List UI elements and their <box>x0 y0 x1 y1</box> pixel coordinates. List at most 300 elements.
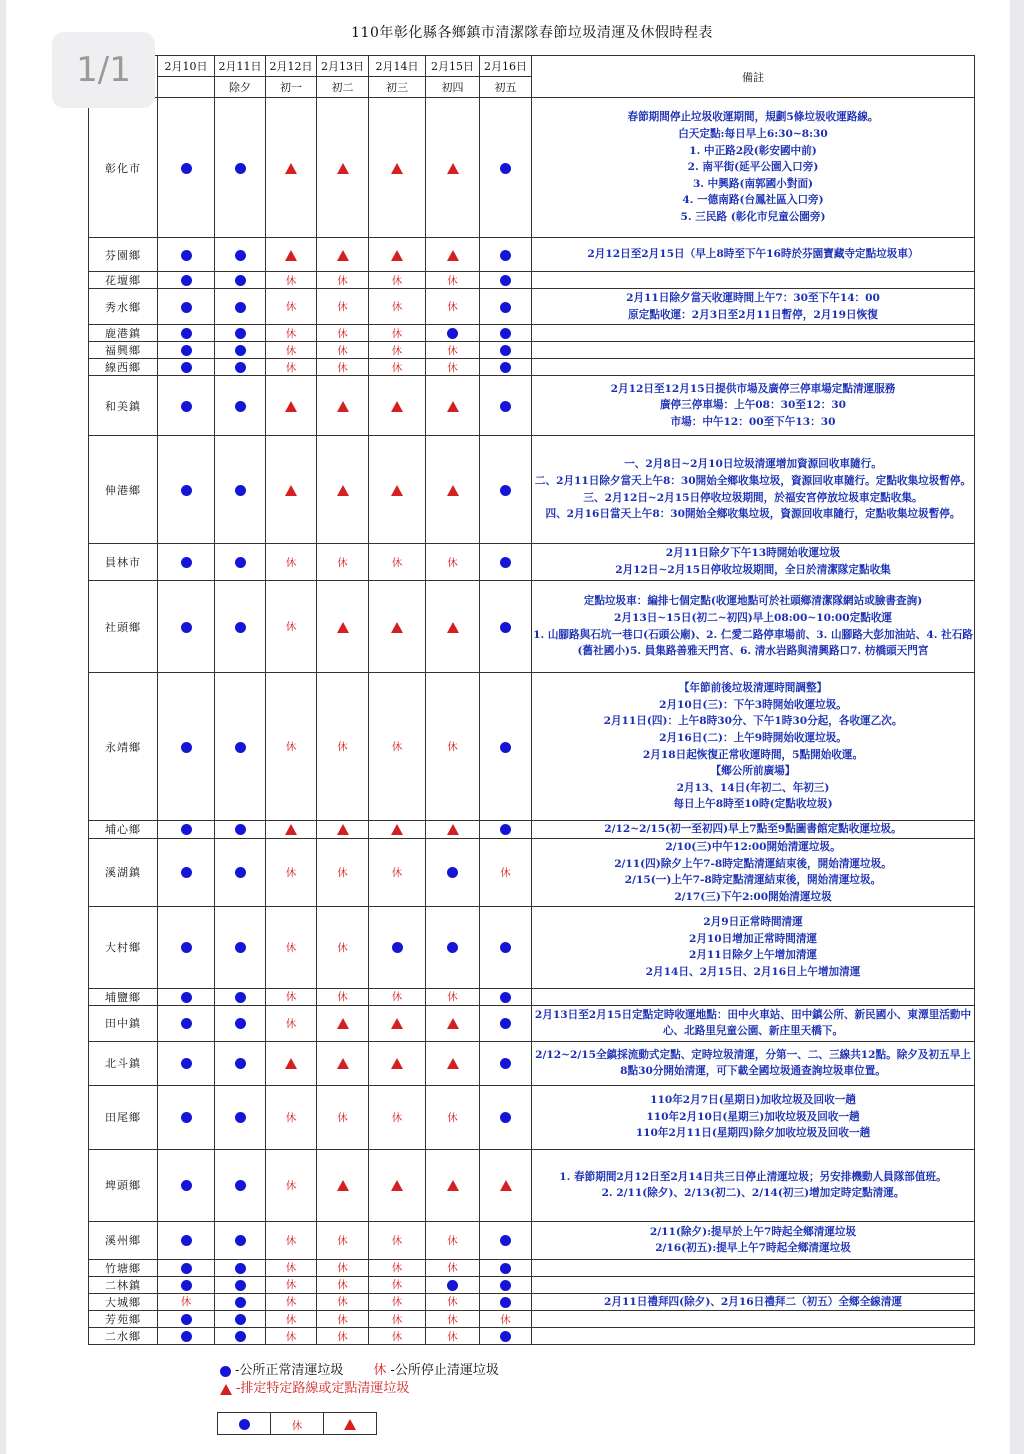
triangle-icon <box>337 401 349 412</box>
status-cell <box>369 238 426 272</box>
status-cell <box>215 1041 266 1085</box>
remarks-cell <box>532 1311 975 1328</box>
remark-line: 2月12日至12月15日提供市場及廣停三停車場定點清運服務 <box>610 382 896 395</box>
remark-line: 2. 2/11(除夕)、2/13(初二)、2/14(初三)增加定時定點清運。 <box>601 1187 905 1200</box>
table-row <box>89 821 975 839</box>
remark-line: 市場：中午12：00至下午13：30 <box>670 415 836 428</box>
dot-icon <box>181 1263 192 1274</box>
dot-icon <box>500 1018 511 1029</box>
table-row <box>89 1149 975 1221</box>
status-cell <box>266 581 317 673</box>
status-cell <box>266 359 317 376</box>
status-cell <box>215 581 266 673</box>
rest-symbol: 休 <box>337 1296 348 1309</box>
date-header: 2月15日 <box>426 56 480 77</box>
day-label: 初二 <box>317 77 369 98</box>
status-cell <box>317 673 369 821</box>
dot-icon <box>181 867 192 878</box>
status-cell <box>369 1085 426 1149</box>
status-cell <box>317 289 369 325</box>
remark-line: 2月13日~15日(初二~初四)早上08:00~10:00定點收運 <box>613 611 893 624</box>
dot-icon <box>235 867 246 878</box>
status-cell <box>369 289 426 325</box>
rest-symbol: 休 <box>285 1111 297 1124</box>
town-name: 田中鎮 <box>89 1005 158 1041</box>
status-cell <box>158 376 215 436</box>
table-row <box>89 1276 975 1293</box>
town-name: 埔心鄉 <box>89 821 158 839</box>
table-row <box>89 544 975 581</box>
rest-symbol: 休 <box>285 274 297 287</box>
rest-symbol: 休 <box>291 1420 303 1432</box>
status-cell <box>480 1041 532 1085</box>
dot-icon <box>181 942 192 953</box>
triangle-icon <box>447 1018 459 1029</box>
rest-symbol: 休 <box>391 301 403 313</box>
left-frame-edge <box>0 0 6 1454</box>
triangle-icon <box>285 824 297 835</box>
dot-icon <box>235 942 246 953</box>
remark-line: 5. 三民路 (彰化市兒童公園旁) <box>680 210 826 223</box>
rest-symbol: 休 <box>285 991 297 1004</box>
dot-icon <box>500 742 511 753</box>
dot-icon <box>181 1058 192 1069</box>
triangle-icon <box>285 1058 297 1069</box>
status-cell <box>426 342 480 359</box>
status-cell <box>266 376 317 436</box>
rest-symbol: 休 <box>285 941 297 954</box>
remark-line: 白天定點:每日早上6:30~8:30 <box>678 128 828 141</box>
status-cell <box>480 1221 532 1259</box>
remarks-cell <box>532 325 975 342</box>
legend-sample-box <box>217 1412 377 1435</box>
status-cell <box>369 581 426 673</box>
rest-symbol: 休 <box>391 866 403 879</box>
status-cell <box>158 1149 215 1221</box>
status-cell <box>426 359 480 376</box>
status-cell <box>480 376 532 436</box>
schedule-body <box>89 98 975 1345</box>
dot-icon <box>500 824 511 835</box>
status-cell <box>215 436 266 544</box>
dot-icon <box>500 622 511 633</box>
status-cell <box>215 906 266 988</box>
triangle-icon <box>337 250 349 261</box>
rest-symbol: 休 <box>391 327 403 340</box>
dot-icon <box>392 942 403 953</box>
status-cell <box>317 1328 369 1345</box>
status-cell <box>426 1311 480 1328</box>
town-name: 芳苑鄉 <box>89 1311 158 1328</box>
status-cell <box>215 98 266 238</box>
remark-line: 110年2月7日(星期日)加收垃圾及回收一趟 <box>650 1094 856 1107</box>
rest-symbol: 休 <box>285 361 297 374</box>
triangle-icon <box>337 485 349 496</box>
document-title: 110年彰化縣各鄉鎮市清潔隊春節垃圾清運及休假時程表 <box>351 25 713 41</box>
table-row <box>89 581 975 673</box>
status-cell <box>215 838 266 906</box>
triangle-icon <box>285 250 297 261</box>
triangle-icon <box>391 1180 403 1191</box>
legend-sample-rest <box>271 1413 324 1435</box>
dot-icon <box>239 1419 250 1430</box>
rest-symbol: 休 <box>391 556 403 569</box>
town-name: 和美鎮 <box>89 376 158 436</box>
status-cell <box>158 544 215 581</box>
status-cell <box>266 544 317 581</box>
triangle-icon <box>391 824 403 835</box>
status-cell <box>426 1085 480 1149</box>
status-cell <box>158 289 215 325</box>
rest-symbol: 休 <box>447 274 458 287</box>
rest-symbol: 休 <box>447 1313 458 1326</box>
status-cell <box>426 821 480 839</box>
remark-line: 2/11(除夕):提早於上午7時起全鄉清運垃圾 <box>649 1225 857 1238</box>
remark-line: 2/10(三)中午12:00開始清運垃圾。 <box>665 840 841 853</box>
remark-line: 2/11(四)除夕上午7-8時定點清運結束後，開始清運垃圾。 <box>614 857 892 870</box>
dot-icon <box>181 1112 192 1123</box>
rest-symbol: 休 <box>337 866 348 879</box>
rest-symbol: 休 <box>447 1234 458 1247</box>
status-cell <box>158 272 215 289</box>
rest-symbol: 休 <box>337 1111 348 1124</box>
status-cell <box>158 238 215 272</box>
remark-line: 2月13日至2月15日定點定時收運地點：田中火車站、田中鎮公所、新民國小、東潭里活動中心、北路里兒童公園、新庄里天橋下。 <box>534 1008 972 1038</box>
status-cell <box>426 988 480 1005</box>
status-cell <box>369 1041 426 1085</box>
remarks-cell <box>532 544 975 581</box>
status-cell <box>317 1293 369 1311</box>
dot-icon <box>181 1314 192 1325</box>
town-name: 大城鄉 <box>89 1293 158 1311</box>
dot-icon <box>181 345 192 356</box>
status-cell <box>480 289 532 325</box>
town-name: 二林鎮 <box>89 1276 158 1293</box>
remark-line: 110年2月11日(星期四)除夕加收垃圾及回收一趟 <box>635 1127 871 1140</box>
status-cell <box>317 1149 369 1221</box>
status-cell <box>215 325 266 342</box>
table-row <box>89 342 975 359</box>
rest-symbol: 休 <box>500 866 511 879</box>
dot-icon <box>447 867 458 878</box>
dot-icon <box>447 942 458 953</box>
status-cell <box>158 342 215 359</box>
dot-icon <box>500 250 511 261</box>
day-label: 初四 <box>426 77 480 98</box>
triangle-icon <box>344 1419 356 1430</box>
status-cell <box>215 1259 266 1276</box>
remarks-cell <box>532 838 975 906</box>
rest-symbol: 休 <box>337 361 348 374</box>
rest-symbol: 休 <box>391 991 403 1004</box>
remarks-cell <box>532 1005 975 1041</box>
rest-symbol: 休 <box>180 1296 192 1309</box>
dot-icon <box>181 275 192 286</box>
status-cell <box>426 1293 480 1311</box>
dot-icon <box>235 163 246 174</box>
right-frame-edge <box>1010 0 1024 1454</box>
town-name: 員林市 <box>89 544 158 581</box>
status-cell <box>480 98 532 238</box>
dot-icon <box>500 942 511 953</box>
legend-sample-dot <box>218 1413 271 1435</box>
status-cell <box>369 1149 426 1221</box>
status-cell <box>158 1005 215 1041</box>
status-cell <box>317 325 369 342</box>
dot-icon <box>500 1331 511 1342</box>
status-cell <box>426 1259 480 1276</box>
dot-icon <box>235 275 246 286</box>
status-cell <box>215 1311 266 1328</box>
status-cell <box>426 581 480 673</box>
status-cell <box>158 838 215 906</box>
status-cell <box>317 238 369 272</box>
town-name: 溪湖鎮 <box>89 838 158 906</box>
rest-symbol: 休 <box>447 301 458 313</box>
status-cell <box>426 272 480 289</box>
remarks-cell <box>532 376 975 436</box>
legend-dot-text: -公所正常清運垃圾 <box>235 1363 344 1378</box>
table-row <box>89 1041 975 1085</box>
dot-icon <box>500 345 511 356</box>
table-row <box>89 436 975 544</box>
rest-symbol: 休 <box>447 741 458 753</box>
remark-line: 3. 中興路(南郭國小對面) <box>692 177 814 190</box>
rest-symbol: 休 <box>337 1262 348 1275</box>
status-cell <box>215 988 266 1005</box>
triangle-icon <box>337 163 349 174</box>
remark-line: 2月12日至2月15日（早上8時至下午16時於芬園寶藏寺定點垃圾車） <box>587 248 919 261</box>
rest-symbol: 休 <box>285 1017 297 1030</box>
rest-symbol: 休 <box>337 991 348 1004</box>
status-cell <box>215 1293 266 1311</box>
status-cell <box>158 988 215 1005</box>
dot-icon <box>235 1263 246 1274</box>
remark-line: 2/16(初五):提早上午7時起全鄉清運垃圾 <box>655 1242 851 1255</box>
status-cell <box>266 325 317 342</box>
remarks-cell <box>532 1276 975 1293</box>
rest-symbol: 休 <box>285 1234 297 1247</box>
triangle-icon <box>391 401 403 412</box>
town-name: 伸港鄉 <box>89 436 158 544</box>
rest-symbol: 休 <box>391 361 403 374</box>
dot-icon <box>235 992 246 1003</box>
remarks-cell <box>532 98 975 238</box>
rest-symbol: 休 <box>285 344 297 357</box>
status-cell <box>480 1311 532 1328</box>
rest-symbol: 休 <box>285 1179 297 1192</box>
status-cell <box>266 1293 317 1311</box>
status-cell <box>426 98 480 238</box>
dot-icon <box>181 362 192 373</box>
status-cell <box>215 238 266 272</box>
status-cell <box>266 1041 317 1085</box>
dot-icon <box>500 557 511 568</box>
status-cell <box>317 376 369 436</box>
rest-symbol: 休 <box>285 621 297 633</box>
triangle-icon <box>391 163 403 174</box>
legend-rest-symbol: 休 <box>373 1363 387 1378</box>
status-cell <box>369 673 426 821</box>
rest-symbol: 休 <box>391 1279 403 1292</box>
status-cell <box>480 821 532 839</box>
dot-icon <box>500 1112 511 1123</box>
rest-symbol: 休 <box>337 941 348 954</box>
day-label: 初五 <box>480 77 532 98</box>
remarks-cell <box>532 1041 975 1085</box>
table-row <box>89 988 975 1005</box>
town-name: 鹿港鎮 <box>89 325 158 342</box>
status-cell <box>266 98 317 238</box>
table-row <box>89 1259 975 1276</box>
triangle-icon <box>391 485 403 496</box>
remark-line: 110年2月10日(星期三)加收垃圾及回收一趟 <box>646 1110 860 1123</box>
town-name: 社頭鄉 <box>89 581 158 673</box>
table-row <box>89 289 975 325</box>
status-cell <box>426 544 480 581</box>
dot-icon <box>500 1297 511 1308</box>
remark-line: 定點垃圾車：編排七個定點(收運地點可於社頭鄉清潔隊網站或臉書查詢) <box>583 595 923 608</box>
triangle-icon <box>391 622 403 633</box>
status-cell <box>266 673 317 821</box>
status-cell <box>215 1085 266 1149</box>
dot-icon <box>181 250 192 261</box>
rest-symbol: 休 <box>447 1262 458 1275</box>
status-cell <box>215 1005 266 1041</box>
dot-icon <box>500 1058 511 1069</box>
remark-line: 1. 中正路2段(彰安國中前) <box>689 144 817 157</box>
status-cell <box>480 272 532 289</box>
status-cell <box>426 238 480 272</box>
status-cell <box>369 544 426 581</box>
remark-line: 春節期間停止垃圾收運期間，規劃5條垃圾收運路線。 <box>627 111 879 124</box>
day-label <box>158 77 215 98</box>
status-cell <box>426 1276 480 1293</box>
status-cell <box>317 1259 369 1276</box>
status-cell <box>317 821 369 839</box>
status-cell <box>266 1149 317 1221</box>
status-cell <box>215 342 266 359</box>
status-cell <box>266 436 317 544</box>
status-cell <box>317 1311 369 1328</box>
remark-line: 2月16日(二)：上午9時開始收運垃圾。 <box>659 731 847 744</box>
status-cell <box>369 272 426 289</box>
status-cell <box>426 673 480 821</box>
remark-line: 2/17(三)下午2:00開始清運垃圾 <box>674 890 832 903</box>
table-row <box>89 359 975 376</box>
status-cell <box>317 359 369 376</box>
status-cell <box>158 98 215 238</box>
remarks-cell <box>532 1085 975 1149</box>
date-header: 2月14日 <box>369 56 426 77</box>
status-cell <box>480 906 532 988</box>
dot-icon <box>500 275 511 286</box>
page-indicator: 1/1 <box>52 32 155 108</box>
dot-icon <box>500 163 511 174</box>
town-name: 田尾鄉 <box>89 1085 158 1149</box>
table-row <box>89 238 975 272</box>
status-cell <box>369 1221 426 1259</box>
remark-line: 2月11日除夕上午增加清運 <box>688 949 818 962</box>
remark-line: 1. 春節期間2月12日至2月14日共三日停止清運垃圾；另安排機動人員隊部值班。 <box>559 1170 947 1183</box>
triangle-icon <box>391 1018 403 1029</box>
remarks-cell <box>532 1293 975 1311</box>
town-name: 花壇鄉 <box>89 272 158 289</box>
status-cell <box>215 673 266 821</box>
status-cell <box>215 1149 266 1221</box>
dot-icon <box>235 1112 246 1123</box>
dot-icon <box>181 1235 192 1246</box>
table-row <box>89 1293 975 1311</box>
rest-symbol: 休 <box>391 344 403 357</box>
status-cell <box>317 838 369 906</box>
table-row <box>89 1005 975 1041</box>
town-name: 彰化市 <box>89 98 158 238</box>
status-cell <box>266 238 317 272</box>
status-cell <box>369 376 426 436</box>
status-cell <box>317 988 369 1005</box>
table-row <box>89 272 975 289</box>
remark-line: 2/12~2/15(初一至初四)早上7點至9點圖書館定點收運垃圾。 <box>604 823 902 835</box>
status-cell <box>480 325 532 342</box>
date-header: 2月12日 <box>266 56 317 77</box>
status-cell <box>266 1276 317 1293</box>
table-row <box>89 376 975 436</box>
triangle-icon <box>447 401 459 412</box>
triangle-icon <box>447 824 459 835</box>
remark-line: 2月13、14日(年初二、年初三) <box>676 781 830 794</box>
remarks-cell <box>532 289 975 325</box>
remark-line: 2月11日禮拜四(除夕)、2月16日禮拜二（初五）全鄉全線清運 <box>604 1295 902 1308</box>
rest-symbol: 休 <box>391 1330 403 1343</box>
status-cell <box>369 1005 426 1041</box>
remarks-cell <box>532 1149 975 1221</box>
status-cell <box>369 1259 426 1276</box>
dot-icon <box>181 824 192 835</box>
dot-icon <box>235 485 246 496</box>
town-name: 秀水鄉 <box>89 289 158 325</box>
remark-line: 【鄉公所前廣場】 <box>710 765 796 778</box>
dot-icon <box>235 302 246 313</box>
remark-line: 2月10日(三)：下午3時開始收運垃圾。 <box>659 698 847 711</box>
status-cell <box>266 272 317 289</box>
dot-icon <box>235 1018 246 1029</box>
dot-icon <box>235 1180 246 1191</box>
status-cell <box>317 272 369 289</box>
status-cell <box>266 1259 317 1276</box>
status-cell <box>369 838 426 906</box>
date-header: 2月11日 <box>215 56 266 77</box>
status-cell <box>158 673 215 821</box>
triangle-icon <box>337 1180 349 1191</box>
remark-line: 2月11日(四)：上午8時30分、下午1時30分起，各收運乙次。 <box>603 715 903 728</box>
status-cell <box>426 436 480 544</box>
remark-line: 2月14日、2月15日、2月16日上午增加清運 <box>645 965 861 978</box>
dot-icon <box>500 302 511 313</box>
status-cell <box>480 1276 532 1293</box>
rest-symbol: 休 <box>447 1330 458 1343</box>
dot-icon <box>500 1263 511 1274</box>
town-name: 溪州鄉 <box>89 1221 158 1259</box>
remarks-cell <box>532 1328 975 1345</box>
remark-line: 2/15(一)上午7-8時定點清運結束後，開始清運垃圾。 <box>624 874 882 887</box>
rest-symbol: 休 <box>285 741 297 753</box>
table-row <box>89 1221 975 1259</box>
town-name: 芬園鄉 <box>89 238 158 272</box>
dot-icon <box>447 1280 458 1291</box>
status-cell <box>158 1328 215 1345</box>
town-name: 北斗鎮 <box>89 1041 158 1085</box>
